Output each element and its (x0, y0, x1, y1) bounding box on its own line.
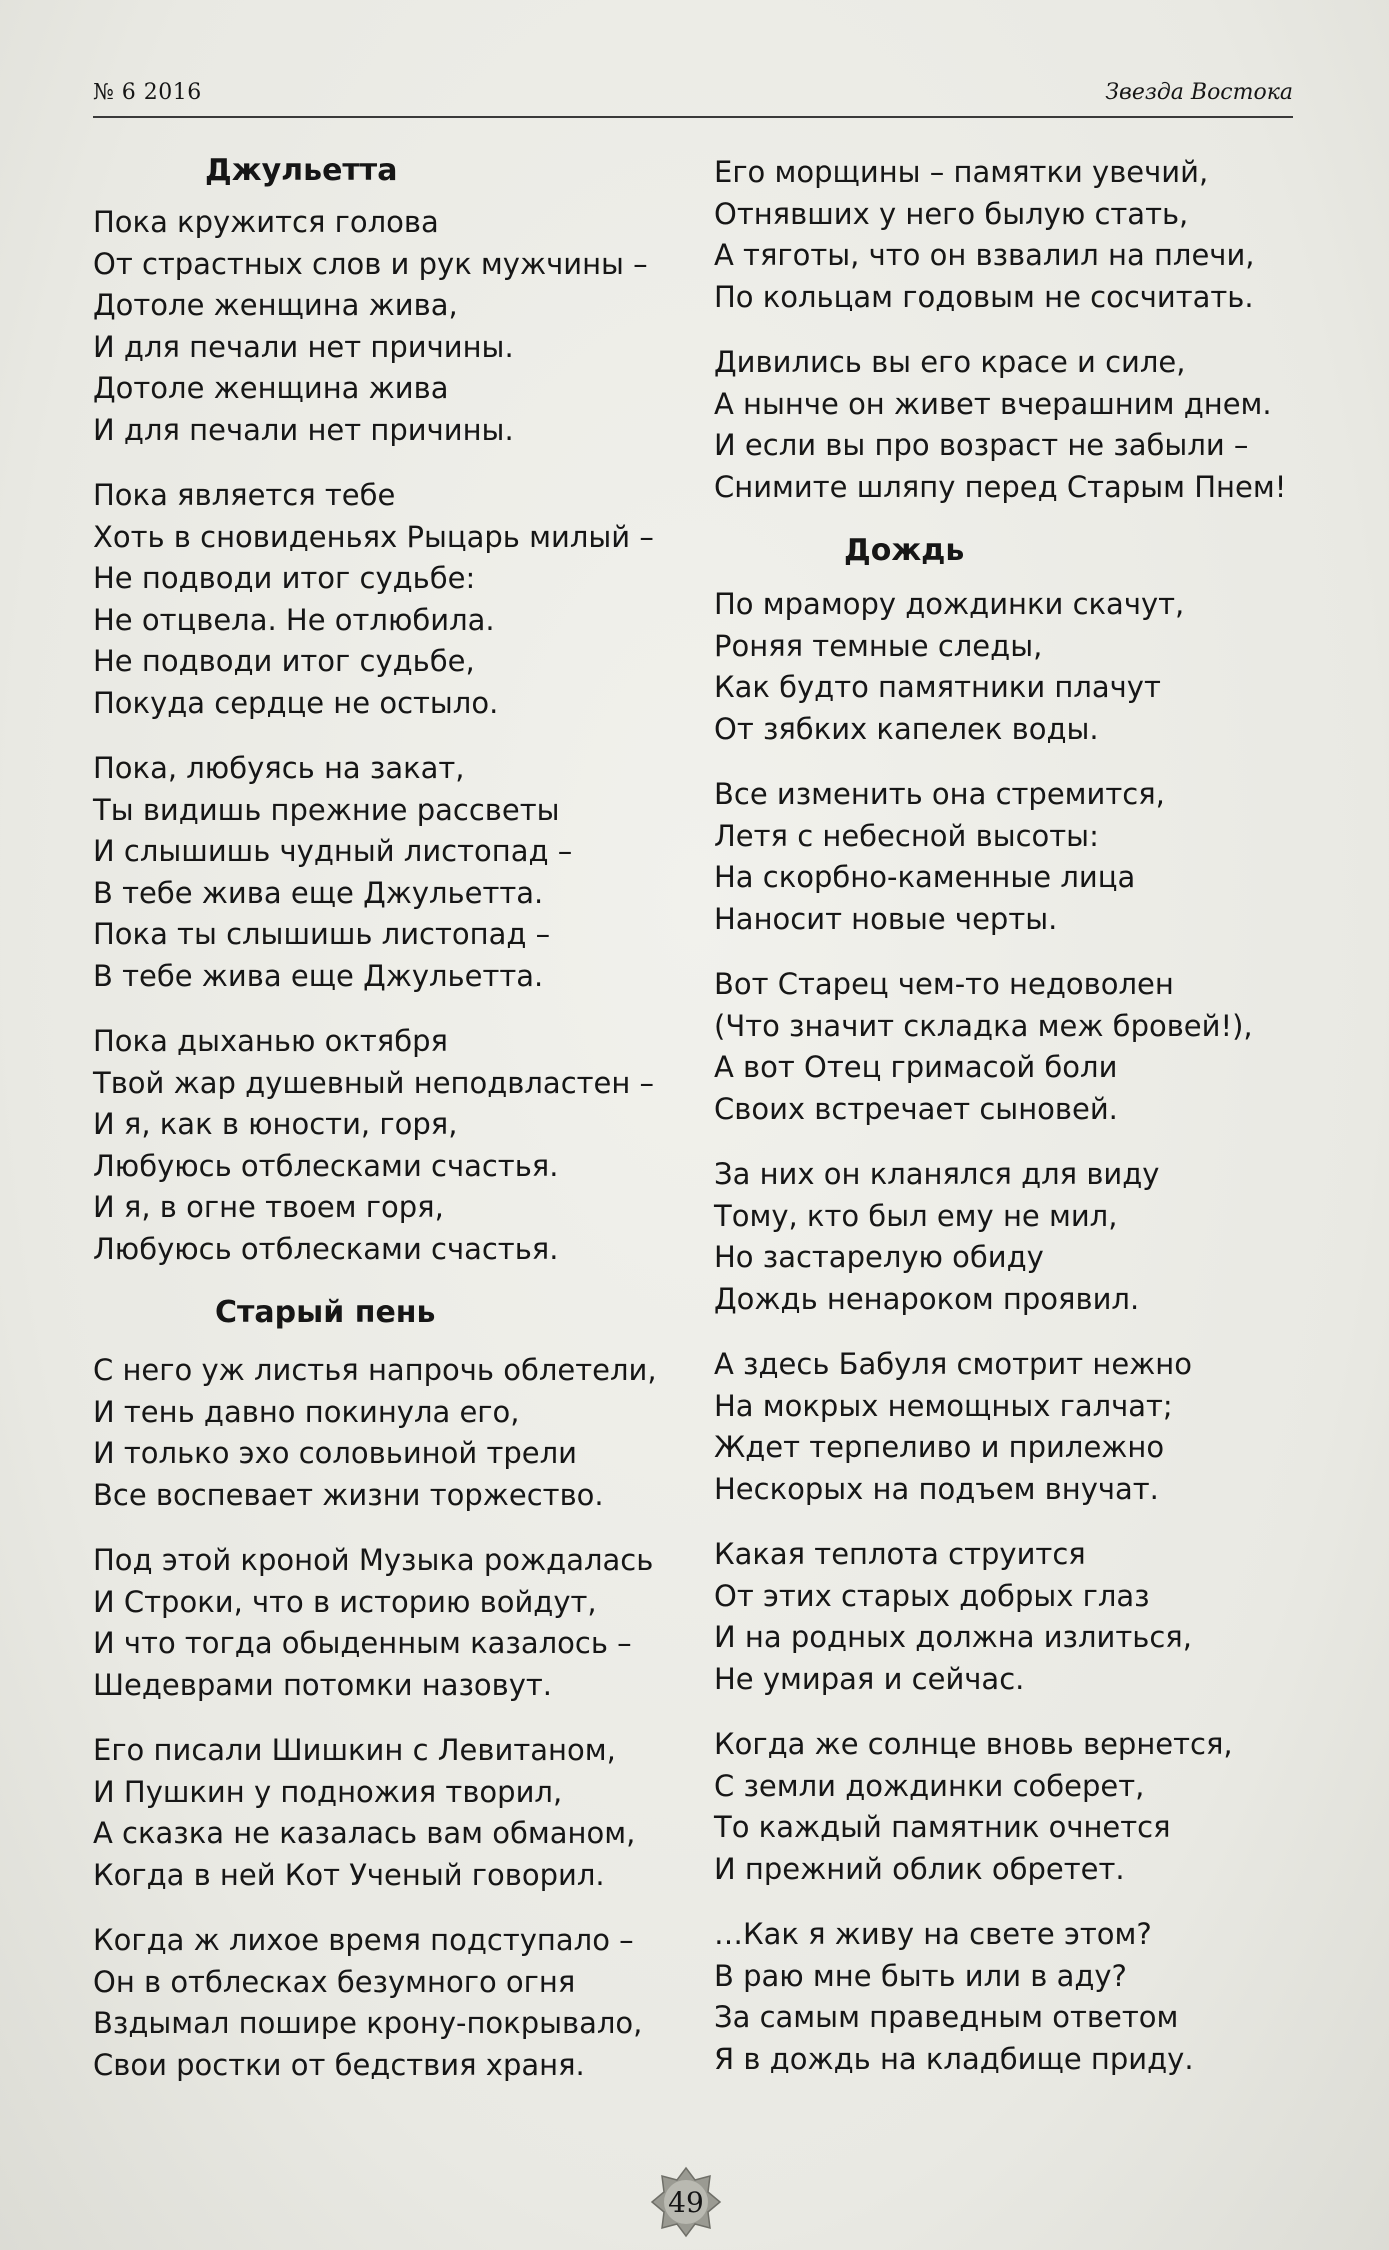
verse-line: Его писали Шишкин с Левитаном, (93, 1733, 616, 1767)
stanza (93, 475, 693, 724)
verse-line: Ждет терпеливо и прилежно (714, 1430, 1165, 1464)
verse-line: И Строки, что в историю войдут, (93, 1584, 597, 1619)
verse-line: От страстных слов и рук мужчины – (93, 246, 648, 281)
verse-line: Снимите шляпу перед Старым Пнем! (714, 469, 1287, 504)
running-header (93, 76, 1293, 118)
verse-line: Отнявших у него былую стать, (714, 196, 1189, 231)
poem-title-old-stump: Старый пень (215, 1295, 436, 1330)
verse-line: В тебе жива еще Джульетта. (93, 958, 544, 993)
verse-line: Все изменить она стремится, (714, 777, 1165, 811)
verse-line: Шедеврами потомки назовут. (93, 1667, 553, 1702)
verse-line: На мокрых немощных галчат; (714, 1388, 1173, 1423)
stanza (93, 1730, 693, 1896)
verse-line: Покуда сердце не остыло. (93, 685, 499, 720)
stanza (93, 1021, 693, 1270)
verse-line: Своих встречает сыновей. (714, 1091, 1118, 1126)
verse-line: Дотоле женщина жива (93, 371, 449, 405)
verse-line: Я в дождь на кладбище приду. (714, 2041, 1194, 2076)
verse-line: …Как я живу на свете этом? (714, 1917, 1152, 1951)
verse-line: Пока, любуясь на закат, (93, 751, 465, 785)
verse-line: И я, как в юности, горя, (93, 1107, 458, 1141)
verse-line: За них он кланялся для виду (714, 1157, 1160, 1191)
verse-line: И если вы про возраст не забыли – (714, 428, 1249, 462)
page-number: 49 (668, 2186, 704, 2219)
verse-line: Все воспевает жизни торжество. (93, 1477, 604, 1512)
stanza (714, 1914, 1314, 2080)
verse-line: Вот Старец чем-то недоволен (714, 967, 1174, 1001)
verse-line: И слышишь чудный листопад – (93, 834, 573, 868)
verse-line: Любуюсь отблесками счастья. (93, 1231, 559, 1266)
verse-line: По кольцам годовым не сосчитать. (714, 279, 1254, 314)
verse-line: Дотоле женщина жива, (93, 288, 458, 322)
verse-line: То каждый памятник очнется (714, 1810, 1171, 1844)
verse-line: Тому, кто был ему не мил, (714, 1198, 1118, 1233)
verse-line: И прежний облик обретет. (714, 1851, 1125, 1886)
poem-old-stump (93, 1350, 693, 2086)
page-number-badge (650, 2166, 722, 2238)
verse-line: Не умирая и сейчас. (714, 1661, 1025, 1696)
verse-line: Нескорых на подъем внучат. (714, 1471, 1159, 1506)
verse-line: Ты видишь прежние рассветы (93, 792, 560, 827)
verse-line: (Что значит складка меж бровей!), (714, 1008, 1253, 1043)
stanza (93, 1920, 693, 2086)
verse-line: Пока дыханью октября (93, 1024, 448, 1058)
stanza (714, 1724, 1314, 1890)
verse-line: Хоть в сновиденьях Рыцарь милый – (93, 519, 654, 554)
stanza (714, 152, 1314, 318)
verse-line: Пока является тебе (93, 478, 396, 512)
poem-juliet (93, 202, 693, 1270)
verse-line: Вздымал пошире крону-покрывало, (93, 2006, 643, 2040)
verse-line: В раю мне быть или в аду? (714, 1958, 1127, 1993)
verse-line: И на родных должна излиться, (714, 1620, 1192, 1654)
verse-line: За самым праведным ответом (714, 2000, 1179, 2034)
verse-line: Какая теплота струится (714, 1537, 1086, 1571)
stanza (714, 774, 1314, 940)
verse-line: Дивились вы его красе и силе, (714, 345, 1186, 379)
stanza (93, 1350, 693, 1516)
verse-line: Не подводи итог судьбе, (93, 644, 475, 678)
stanza (714, 1154, 1314, 1320)
verse-line: И Пушкин у подножия творил, (93, 1774, 563, 1809)
verse-line: Свои ростки от бедствия храня. (93, 2047, 585, 2082)
verse-line: В тебе жива еще Джульетта. (93, 875, 544, 910)
verse-line: От зябких капелек воды. (714, 711, 1099, 746)
verse-line: Когда в ней Кот Ученый говорил. (93, 1857, 605, 1892)
left-column (93, 152, 693, 2110)
verse-line: Пока ты слышишь листопад – (93, 917, 551, 951)
verse-line: Пока кружится голова (93, 205, 439, 239)
verse-line: Роняя темные следы, (714, 628, 1043, 663)
verse-line: С земли дождинки соберет, (714, 1768, 1145, 1803)
stanza (93, 202, 693, 451)
verse-line: И тень давно покинула его, (93, 1394, 520, 1429)
verse-line: Он в отблесках безумного огня (93, 1964, 576, 1999)
verse-line: И только эхо соловьиной трели (93, 1436, 577, 1470)
poem-title-rain: Дождь (844, 533, 965, 568)
right-column (714, 152, 1314, 2104)
verse-line: По мрамору дождинки скачут, (714, 587, 1185, 621)
verse-line: А здесь Бабуля смотрит нежно (714, 1347, 1192, 1381)
poem-rain (714, 584, 1314, 2080)
stanza (714, 1534, 1314, 1700)
stanza (714, 1344, 1314, 1510)
verse-line: А вот Отец гримасой боли (714, 1050, 1118, 1084)
poem-old-stump-continued (714, 152, 1314, 508)
verse-line: И для печали нет причины. (93, 329, 514, 364)
verse-line: Когда же солнце вновь вернется, (714, 1727, 1233, 1761)
verse-line: А тяготы, что он взвалил на плечи, (714, 238, 1255, 272)
verse-line: Любуюсь отблесками счастья. (93, 1148, 559, 1183)
stanza (93, 1540, 693, 1706)
verse-line: Дождь ненароком проявил. (714, 1281, 1140, 1316)
poem-title-juliet: Джульетта (205, 153, 398, 188)
stanza (714, 342, 1314, 508)
verse-line: С него уж листья напрочь облетели, (93, 1353, 657, 1387)
verse-line: И для печали нет причины. (93, 412, 514, 447)
verse-line: А нынче он живет вчерашним днем. (714, 386, 1272, 421)
issue-number: № 6 2016 (93, 80, 202, 105)
stanza (714, 964, 1314, 1130)
verse-line: И я, в огне твоем горя, (93, 1190, 444, 1224)
verse-line: От этих старых добрых глаз (714, 1578, 1150, 1613)
verse-line: Как будто памятники плачут (714, 670, 1161, 704)
verse-line: И что тогда обыденным казалось – (93, 1626, 632, 1660)
verse-line: На скорбно-каменные лица (714, 860, 1136, 894)
verse-line: Не отцвела. Не отлюбила. (93, 602, 495, 637)
journal-title: Звезда Востока (1105, 80, 1293, 105)
verse-line: Летя с небесной высоты: (714, 818, 1099, 853)
verse-line: Твой жар душевный неподвластен – (93, 1065, 655, 1100)
verse-line: Наносит новые черты. (714, 901, 1058, 936)
stanza (714, 584, 1314, 750)
verse-line: Под этой кроной Музыка рождалась (93, 1543, 654, 1577)
verse-line: А сказка не казалась вам обманом, (93, 1816, 636, 1850)
verse-line: Когда ж лихое время подступало – (93, 1923, 634, 1957)
stanza (93, 748, 693, 997)
verse-line: Не подводи итог судьбе: (93, 561, 476, 595)
verse-line: Его морщины – памятки увечий, (714, 155, 1209, 189)
verse-line: Но застарелую обиду (714, 1240, 1044, 1274)
